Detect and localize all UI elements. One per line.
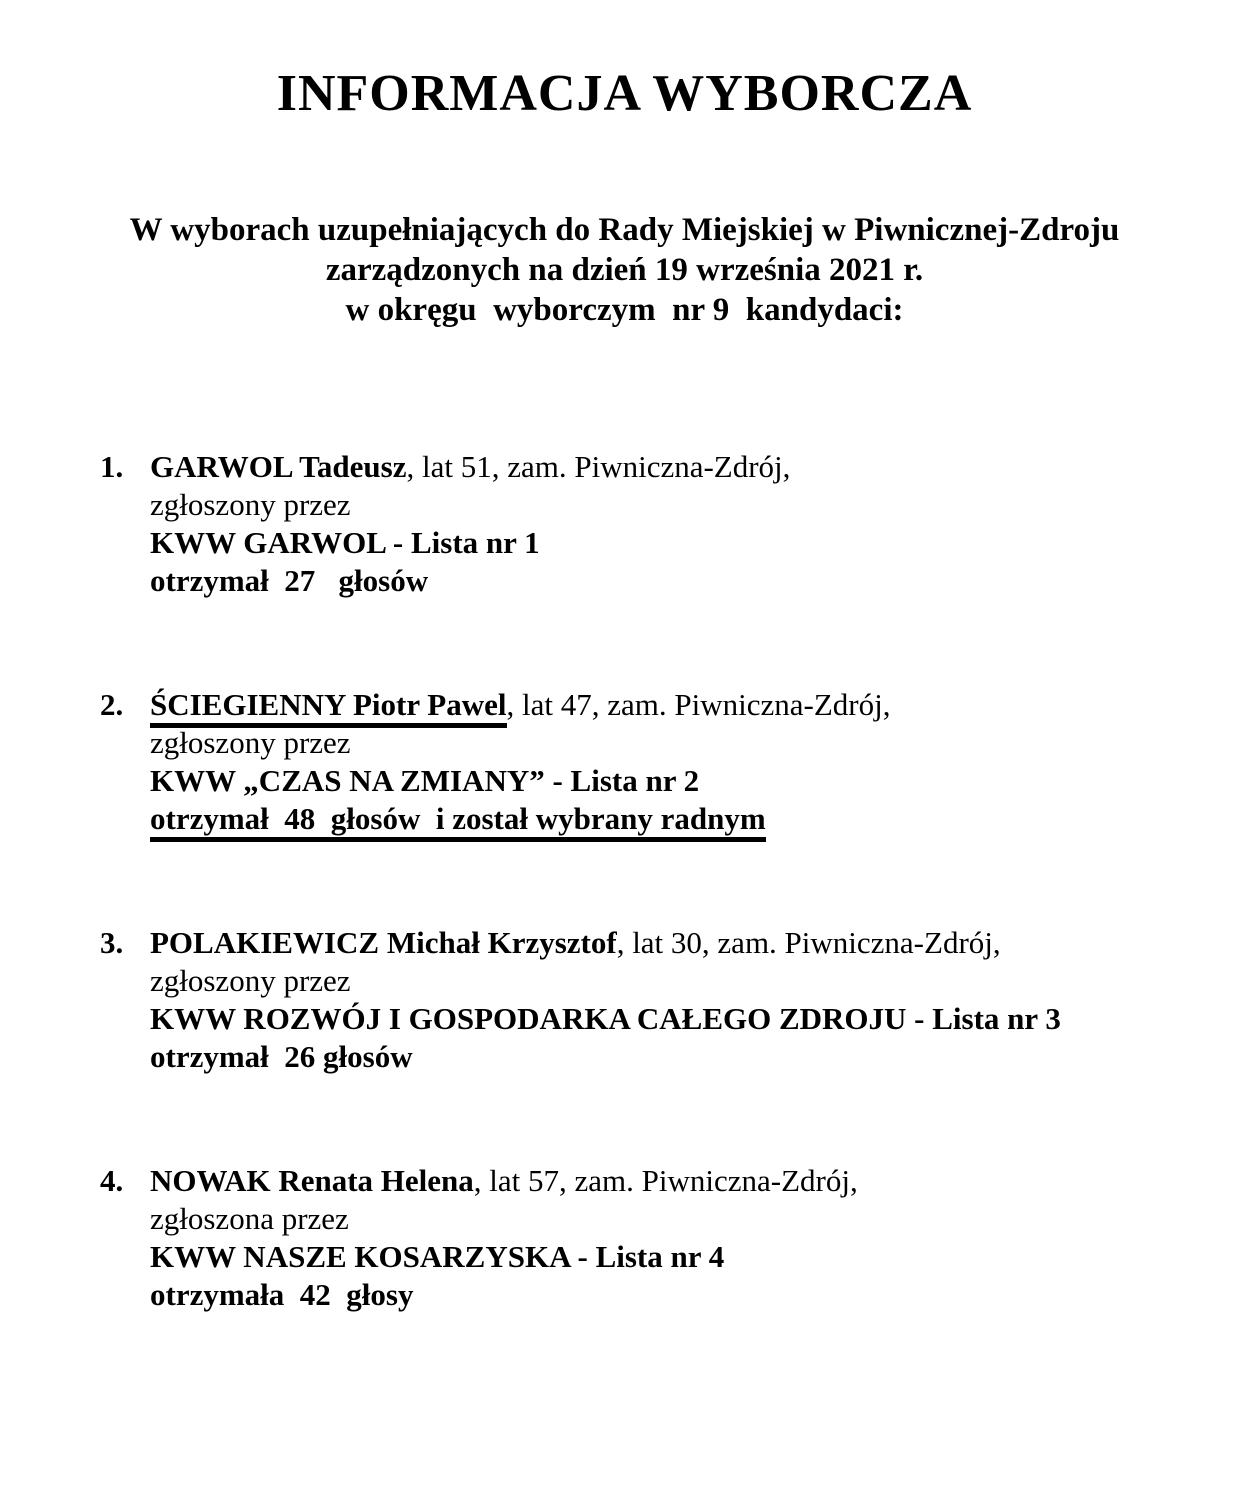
candidate-number: 2. bbox=[100, 687, 124, 722]
intro-line-3: w okręgu wyborczym nr 9 kandydaci: bbox=[345, 292, 904, 328]
candidate-entry-2 bbox=[100, 686, 1209, 838]
candidate-result-line bbox=[150, 562, 1209, 600]
candidate-result-line bbox=[150, 1038, 1209, 1076]
candidate-number: 4. bbox=[100, 1163, 124, 1198]
candidate-result: otrzymał 48 głosów i został wybrany radnym bbox=[150, 801, 766, 842]
candidate-committee: KWW GARWOL - Lista nr 1 bbox=[150, 525, 540, 560]
candidate-name: POLAKIEWICZ Michał Krzysztof bbox=[150, 925, 617, 960]
candidate-result: otrzymał 27 głosów bbox=[150, 563, 429, 598]
candidate-result: otrzymała 42 głosy bbox=[150, 1277, 414, 1312]
candidate-body bbox=[150, 924, 1209, 1076]
candidate-name: ŚCIEGIENNY Piotr Pawel bbox=[150, 687, 507, 728]
candidate-submitted-by: zgłoszony przez bbox=[150, 487, 351, 522]
candidate-number: 1. bbox=[100, 449, 124, 484]
candidate-name-line bbox=[150, 924, 1209, 962]
candidate-details: , lat 30, zam. Piwniczna-Zdrój, bbox=[616, 925, 1001, 960]
candidate-name: GARWOL Tadeusz bbox=[150, 449, 407, 484]
candidate-name: NOWAK Renata Helena bbox=[150, 1163, 474, 1198]
intro-paragraph bbox=[0, 210, 1249, 330]
candidate-entry-1 bbox=[100, 448, 1209, 600]
candidate-name-line bbox=[150, 1162, 1209, 1200]
candidate-submitted-by: zgłoszony przez bbox=[150, 725, 351, 760]
candidate-name-line bbox=[150, 686, 1209, 724]
candidate-result-line bbox=[150, 800, 1209, 838]
candidate-body bbox=[150, 448, 1209, 600]
candidate-result: otrzymał 26 głosów bbox=[150, 1039, 413, 1074]
document-page bbox=[0, 64, 1249, 1498]
page-title: INFORMACJA WYBORCZA bbox=[276, 65, 973, 122]
candidate-details: , lat 47, zam. Piwniczna-Zdrój, bbox=[506, 687, 891, 722]
candidate-committee: KWW „CZAS NA ZMIANY” - Lista nr 2 bbox=[150, 763, 700, 798]
candidate-submitted-by: zgłoszony przez bbox=[150, 963, 351, 998]
candidate-body bbox=[150, 1162, 1209, 1314]
intro-line-2: zarządzonych na dzień 19 września 2021 r. bbox=[325, 252, 924, 288]
intro-line-1: W wyborach uzupełniających do Rady Miejskiej w Piwnicznej-Zdroju bbox=[129, 212, 1120, 248]
candidate-committee: KWW NASZE KOSARZYSKA - Lista nr 4 bbox=[150, 1239, 725, 1274]
candidate-list bbox=[0, 448, 1249, 1314]
candidate-number: 3. bbox=[100, 925, 124, 960]
candidate-body bbox=[150, 686, 1209, 838]
candidate-entry-3 bbox=[100, 924, 1209, 1076]
candidate-name-line bbox=[150, 448, 1209, 486]
candidate-result-line bbox=[150, 1276, 1209, 1314]
candidate-entry-4 bbox=[100, 1162, 1209, 1314]
candidate-details: , lat 51, zam. Piwniczna-Zdrój, bbox=[406, 449, 791, 484]
candidate-submitted-by: zgłoszona przez bbox=[150, 1201, 349, 1236]
candidate-details: , lat 57, zam. Piwniczna-Zdrój, bbox=[473, 1163, 858, 1198]
candidate-committee: KWW ROZWÓJ I GOSPODARKA CAŁEGO ZDROJU - Lista nr 3 bbox=[150, 1001, 1061, 1036]
